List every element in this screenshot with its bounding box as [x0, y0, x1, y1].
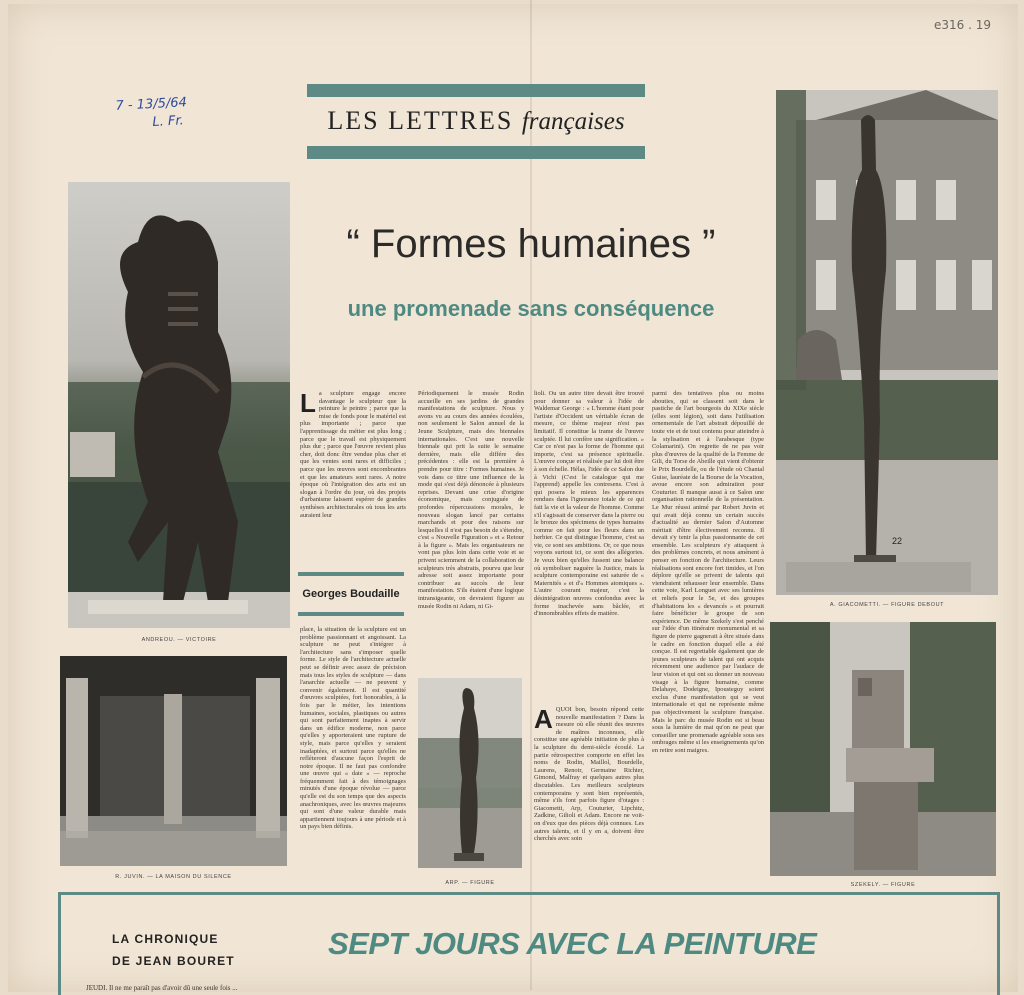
- handwritten-source: L. Fr.: [152, 113, 185, 130]
- chronique-title: SEPT JOURS AVEC LA PEINTURE: [328, 926, 817, 961]
- caption-giacometti: A. GIACOMETTI. — FIGURE DEBOUT: [829, 602, 945, 608]
- masthead-top-rule: [307, 84, 645, 97]
- photo-szekely-figure: [770, 622, 996, 876]
- sculpture-andreou-image: [68, 182, 290, 628]
- caption-arp: ARP. — FIGURE: [445, 880, 495, 886]
- article-column-1: [300, 390, 406, 558]
- article-col1-text: a sculpture engage encore davantage le sculpteur que la peinture le peintre ; parce que la mise de fonds pour le matériel est plus importante ; parce que l'apprentissage du métier est plus long ; parce que le travail est physiquement plus dur ; parce que l'œuvre revient plus cher, doit donc être vendue plus cher et que les ventes sont rares et difficiles ; parce que les œuvres sont encombrantes et que les amateurs sont rares. A notre époque où l'intégration des arts est un slogan à l'ordre du jour, où des projets d'urbanisme laissent espérer de grandes synthèses architecturales où tous les arts auraient leur: [300, 390, 406, 519]
- chronique-label-line1: LA CHRONIQUE: [112, 932, 219, 946]
- article-column-3: lioli. Ou un autre titre devait être trouvé pour donner sa valeur à l'idée de Waldemar George : « L'homme étant pour l'artiste d'Occident un véritable écran de mesure, ce thème majeur n'est pas limitatif. Il constitue la trame de l'œuvre sculptée. Il lui confère une signification. » Car ce n'est pas la forme de l'homme qui importe, c'est sa présence spirituelle. L'œuvre conçue et réalisée par lui doit être à son échelle. Hélas, l'idée de ce Salon due à Vichi (C'est le catalogue qui me l'apprend) appelle les contresens. C'est à qui posera le mieux les apparences rendues dans l'ignorance totale de ce qui fait la vie et la valeur de l'homme. Comme s'il s'agissait de conserver dans la pierre ou le bronze des spécimens de types humains comme on fait pour les fleurs dans un herbier. Ce qui distingue l'homme, c'est sa vie, ce sont ses ambitions. Or, ce que nous voyons surtout ici, ce sont des allégories. Je veux bien qu'elles fussent une balance où symboliser naguère la Justice, mais la sculpture contemporaine est saturée de « Maternités » et d'« Hommes atomiques ». L'autre courant majeur, c'est la désintégration œuvres confondus avec la forme inachevée sans bâclée, et d'innombrables effets de matière.: [534, 390, 644, 618]
- author-bottom-rule: [298, 612, 404, 616]
- photo-andreou-victoire: [68, 182, 290, 628]
- article-subheadline: une promenade sans conséquence: [347, 296, 715, 321]
- article-column-1b: place, la situation de la sculpture est un problème passionnant et angoissant. La sculpture ne peut s'intégrer à l'architecture sans s'imposer quelle forme. Le style de l'architecture actuelle peut se définir avec assez de précision mais tous les styles de sculpture — dans l'anarchie actuelle — ne peuvent y convenir également. Il est quantité d'œuvres sculptées, fort honorables, à la fois par le métier, les intentions humaines, sociales, plastiques ou autres qui sont parfaitement inaptes à servir dans un édifice moderne, non parce qu'elles y apporteraient une rupture de style, mais parce qu'elles y seraient inadaptées, et surtout parce qu'elles ne refléteront d'aucune façon l'esprit de notre époque. Il ne faut pas confondre une œuvre qui « date » — reproche fréquemment fait à des témoignages minutés d'une époque révolue — parce qu'elle est du son temps que des aspects anachroniques, avec les œuvres majeures qui sont d'une valeur durable mais appartiennent toujours à une période et à un pays bien définis.: [300, 626, 406, 831]
- masthead-main: LES LETTRES: [327, 106, 514, 135]
- photo-number-label: 22: [892, 536, 903, 546]
- caption-andreou: ANDREOU. — VICTOIRE: [141, 637, 217, 643]
- article-column-4: parmi des tentatives plus ou moins abouties, qui se classent soit dans le pastiche de l'art bourgeois du XIXe siècle (elles sont légion), soit dans l'utilisation ornementale de l'art abstrait dépouillé de toute vie et de tout contenu pour atteindre à la stylisation et à l'arabesque (type Colamarini). On regrette de ne pas voir plus d'œuvres de la qualité de la Femme de Gili, du Torse de Abeille qui vient d'obtenir le Prix Bourdelle, ou de l'étude où Chantal Guise, lauréate de la Bourse de la Vocation, avoue encore son admiration pour Couturier. Il manque aussi à ce Salon une organisation rationnelle de la présentation. Le Mur réussi animé par Robert Juvin et qui avait déjà connu un certain succès d'actualité au dernier Salon d'Automne méritait d'être électivement reconnu. Il devait s'y tenir la plus passionnante de cet ensemble. Les sculpteurs s'y attaquent à des problèmes concrets, et nous amènent à penser en fonction de l'architecture. Leurs réalisations sont encore fort timides, et l'on déplore qu'elle se privent de talents qui viendraient rehausser leur ensemble. Dans cette voie, Karl Longuet avec ses lumières et reliefs pour le 5e, et des groupes d'habitations les « devancés » et pourrait faire bénéficier le groupe de son expérience. De même Szekely s'est penché sur l'idée d'un itinéraire monumental et sa figure de pierre gagnerait à être située dans le cadre en fonction duquel elle a été conçue. Il est regrettable également que de jeunes sculpteurs de talent qui ont acquis récemment une audience par l'audace de leur vision et qui ont su donner un nouveau visage à la figure humaine, comme Delahaye, Dodeigne, Ipousteguy soient exclus d'une manifestation qui se veut internationale et qui ne représente même pas objectivement la sculpture française. Mais le parc du musée Rodin est si beau sous la lumière de mai qu'on ne peut que conseiller une promenade agréable sous ses ombrages même si les enseignements qu'on en retire sont maigres.: [652, 390, 764, 754]
- chronique-label: [112, 928, 235, 972]
- dropcap-l: L: [300, 390, 316, 418]
- photo-giacometti-figure: [776, 90, 998, 595]
- photo-juvin-maison: [60, 656, 287, 866]
- handwritten-note: [115, 94, 188, 134]
- dropcap-a: A: [534, 706, 553, 734]
- masthead-bottom-rule: [307, 146, 645, 159]
- caption-szekely: SZEKELY. — FIGURE: [850, 882, 916, 888]
- sculpture-arp-image: [418, 678, 522, 868]
- chronique-first-line: JEUDI. Il ne me paraît pas d'avoir dû une seule fois ...: [86, 984, 238, 992]
- article-headline: “ Formes humaines ”: [346, 222, 716, 266]
- masthead-italic: françaises: [521, 108, 625, 135]
- article-col3b-text: QUOI bon, besoin répond cette nouvelle manifestation ? Dans la mesure où elle réunit des œuvres de maîtres inconnues, elle constitue une agréable initiation de plus à la sculpture du demi-siècle écoulé. La partie rétrospective comporte en effet les noms de Rodin, Maillol, Bourdelle, Laurens, Renoir, Germaine Richier, Gimond, Malfray et quelques autres plus discutables. Les meilleurs sculpteurs contemporains y sont bien représentés, même s'ils font parfois figure d'otages : Giacometti, Arp, Couturier, Lipchitz, Zadkine, Gilioli et Adam. Encore ne voit-on d'eux que des pièces déjà connues. Les autres talents, et il y en a, doivent être cherchés avec soin: [534, 706, 644, 843]
- handwritten-date: 7 - 13/5/64: [115, 95, 188, 114]
- article-column-2: Périodiquement le musée Rodin accueille en ses jardins de grandes manifestations de sculpture. Nous y avons vu au cours des années écoulées, non seulement le Salon annuel de la Jeune Sculpture, mais des biennales internationales. C'est une nouvelle biennale qui prit la suite le semaine dernière, mais elle différe des précédentes : elle est la première à prendre pour titre : Formes humaines. Je vois dans ce titre une influence de la mode qui s'est déjà dénoncée à plusieurs reprises. Devant une crise d'origine économique, mais conjuguée de profondes répercussions morales, le nouveau slogan lancé par certains marchands et pour des raisons sur lesquelles il n'est pas besoin de s'étendre, c'est « Nouvelle Figuration » et « Retour à la figure ». Mais les organisateurs ne vont pas plus loin dans cette voie et se privent sciemment de la collaboration de sculpteurs très abstraits, pourvu que leur adresse soit assez importante pour contribuer au succès de leur manifestation. S'ils étaient d'une logique intransigeante, on devraient figurer au musée Rodin ni Adam, ni Gi-: [418, 390, 524, 610]
- chronique-label-line2: DE JEAN BOURET: [112, 954, 235, 968]
- sculpture-szekely-image: [770, 622, 996, 876]
- sculpture-juvin-image: [60, 656, 287, 866]
- sculpture-giacometti-image: [776, 90, 998, 595]
- author-block: [298, 572, 404, 616]
- archive-reference: e316 . 19: [934, 18, 991, 32]
- photo-arp-figure: [418, 678, 522, 868]
- masthead: [307, 106, 645, 136]
- author-name: Georges Boudaille: [302, 588, 400, 600]
- caption-juvin: R. JUVIN. — LA MAISON DU SILENCE: [115, 874, 232, 880]
- article-column-3b: [534, 706, 644, 888]
